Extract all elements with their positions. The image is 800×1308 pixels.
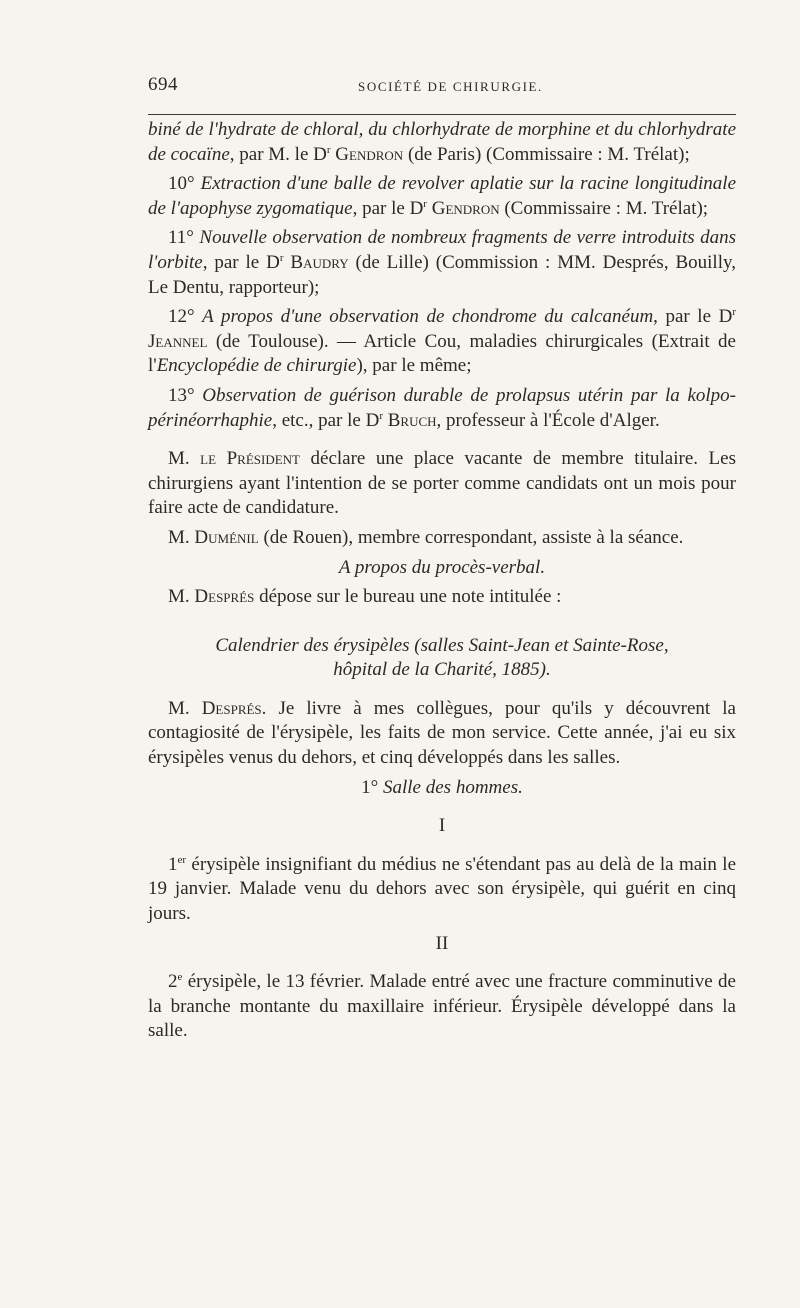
running-head: SOCIÉTÉ DE CHIRURGIE. — [358, 79, 543, 94]
president-paragraph: M. le Président déclare une place vacante de membre titulaire. Les chirurgiens ayant l'intention de se porter comme candidats ont un mois pour faire acte de candidature. — [148, 448, 736, 519]
case-2-numeral: II — [435, 932, 449, 954]
list-item-10: 10° Extraction d'une balle de revolver aplatie sur la racine longitudinale de l'apophyse zygomatique, par le $D^r$ Gendron (Commissaire : M. Trélat); — [148, 173, 737, 219]
list-item-11: 11° Nouvelle observation de nombreux fragments de verre introduits dans l'orbite, par le $D^r$ Baudry (de Lille) (Commission : MM. Després, Bouilly, Le Dentu, rapporteur); — [148, 227, 737, 298]
salle-heading: 1° Salle des hommes. — [361, 776, 523, 798]
despres-paragraph: M. Després. Je livre à mes collègues, pour qu'ils y découvrent la contagiosité de l'érysipèle, les faits de mon service. Cette année, j'ai eu six érysipèles venus du dehors, et cinq développés dans les salles. — [148, 697, 736, 769]
case-1-numeral: I — [438, 815, 446, 837]
header-rule — [148, 114, 736, 115]
page-number: 694 — [148, 74, 178, 95]
body-text — [148, 118, 736, 1044]
page-header — [148, 74, 736, 102]
list-item-9-continued: biné de l'hydrate de chloral, du chlorhydrate de morphine et du chlorhydrate de cocaïne, par M. le $D^r$ Gendron (de Paris) (Commissaire : M. Trélat); — [148, 119, 736, 165]
note-title-line-1: Calendrier des érysipèles (salles Saint-Jean et Sainte-Rose, — [215, 634, 669, 656]
list-item-13: 13° Observation de guérison durable de prolapsus utérin par la kolpo-périnéorrhaphie, etc., par le $D^r$ Bruch, professeur à l'École d'Alger. — [148, 384, 737, 431]
note-title-line-2: hôpital de la Charité, 1885). — [333, 659, 551, 681]
case-1-paragraph: 1er érysipèle insignifiant du médius ne s'étendant pas au delà de la main le 19 janvier. Malade venu du dehors avec son érysipèle, qui guérit en cinq jours. — [148, 853, 736, 925]
despres-note-paragraph: M. Després dépose sur le bureau une note intitulée : — [168, 586, 562, 608]
list-item-12: 12° A propos d'une observation de chondrome du calcanéum, par le $D^r$ Jeannel (de Toulouse). — Article Cou, maladies chirurgicales (Extrait de l'Encyclopédie de chirurgie), par le même; — [148, 306, 736, 377]
case-2-paragraph: 2e érysipèle, le 13 février. Malade entré avec une fracture comminutive de la branche montante du maxillaire inférieur. Érysipèle développé dans la salle. — [148, 971, 736, 1042]
dumenil-paragraph: M. Duménil (de Rouen), membre correspondant, assiste à la séance. — [168, 526, 684, 548]
section-heading: A propos du procès-verbal. — [338, 556, 546, 578]
